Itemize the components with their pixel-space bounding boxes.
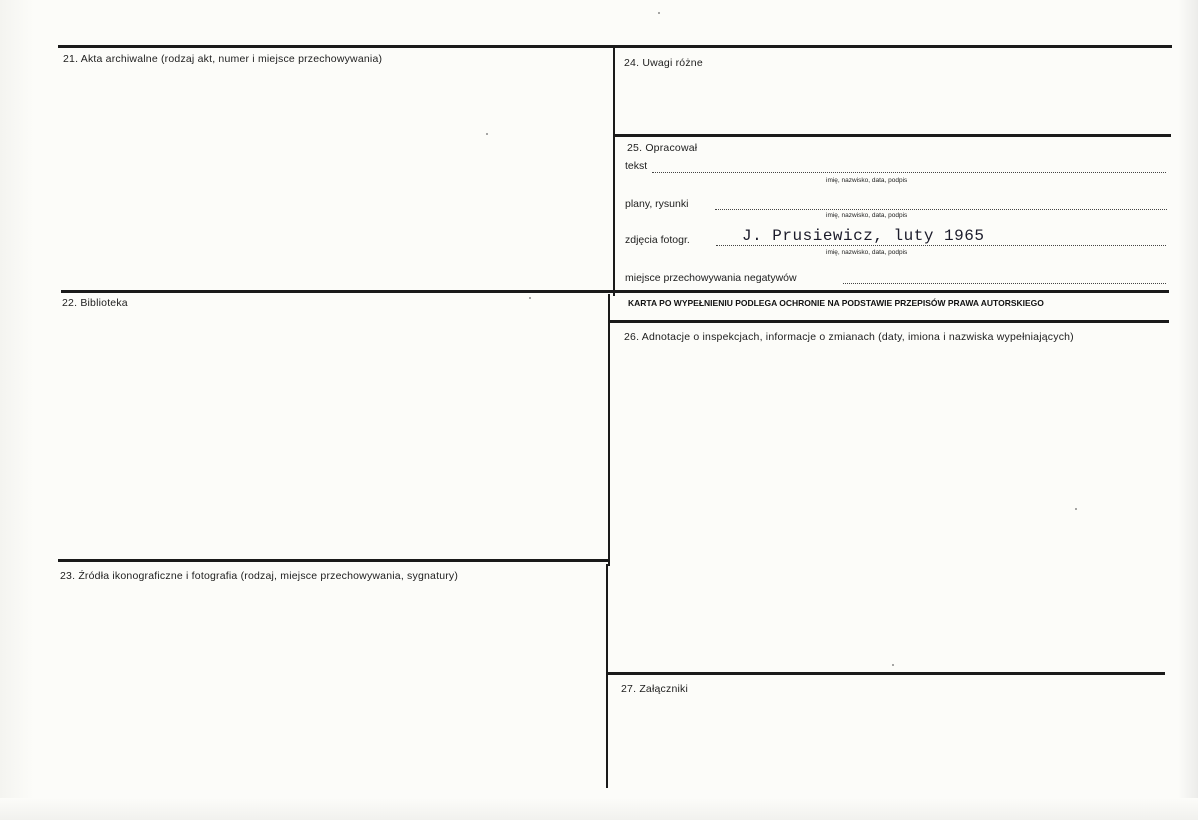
field-26-label: 26. Adnotacje o inspekcjach, informacje o zmianach (daty, imiona i nazwiska wypełniających) bbox=[624, 331, 1074, 343]
center-divider-bottom bbox=[606, 564, 608, 788]
plany-label: plany, rysunki bbox=[625, 198, 689, 210]
paper-edge-left bbox=[0, 0, 34, 820]
zdjecia-line bbox=[716, 245, 1166, 246]
plany-line bbox=[715, 209, 1167, 210]
negatywy-line bbox=[843, 283, 1166, 284]
zdjecia-label: zdjęcia fotogr. bbox=[625, 234, 690, 246]
rule-notice bbox=[614, 290, 1169, 293]
tekst-hint: imię, nazwisko, data, podpis bbox=[826, 177, 908, 184]
rule-25 bbox=[614, 134, 1171, 137]
top-rule bbox=[58, 45, 1172, 48]
paper-speck bbox=[529, 297, 531, 299]
center-divider-lower bbox=[608, 294, 610, 566]
copyright-notice: KARTA PO WYPEŁNIENIU PODLEGA OCHRONIE NA PODSTAWIE PRZEPISÓW PRAWA AUTORSKIEGO bbox=[628, 298, 1044, 308]
paper-speck bbox=[658, 12, 660, 14]
field-21-label: 21. Akta archiwalne (rodzaj akt, numer i miejsce przechowywania) bbox=[63, 53, 383, 65]
zdjecia-typed-value: J. Prusiewicz, luty 1965 bbox=[742, 227, 985, 245]
rule-27 bbox=[608, 672, 1165, 675]
center-divider bbox=[613, 46, 615, 296]
paper-speck bbox=[892, 664, 894, 666]
zdjecia-hint: imię, nazwisko, data, podpis bbox=[826, 249, 908, 256]
field-27-label: 27. Załączniki bbox=[621, 683, 688, 695]
rule-23 bbox=[58, 559, 609, 562]
negatywy-label: miejsce przechowywania negatywów bbox=[625, 272, 797, 284]
plany-hint: imię, nazwisko, data, podpis bbox=[826, 212, 908, 219]
rule-26 bbox=[609, 320, 1169, 323]
rule-22 bbox=[61, 290, 614, 293]
field-22-label: 22. Biblioteka bbox=[62, 297, 128, 309]
tekst-line bbox=[652, 172, 1166, 173]
paper-speck bbox=[486, 133, 488, 135]
field-23-label: 23. Źródła ikonograficzne i fotografia (rodzaj, miejsce przechowywania, sygnatury) bbox=[60, 570, 459, 582]
tekst-label: tekst bbox=[625, 160, 648, 172]
paper-speck bbox=[1075, 508, 1077, 510]
paper-edge-bottom bbox=[0, 798, 1198, 820]
field-25-label: 25. Opracował bbox=[627, 142, 698, 154]
paper-edge-right bbox=[1178, 0, 1198, 820]
field-24-label: 24. Uwagi różne bbox=[624, 57, 703, 69]
